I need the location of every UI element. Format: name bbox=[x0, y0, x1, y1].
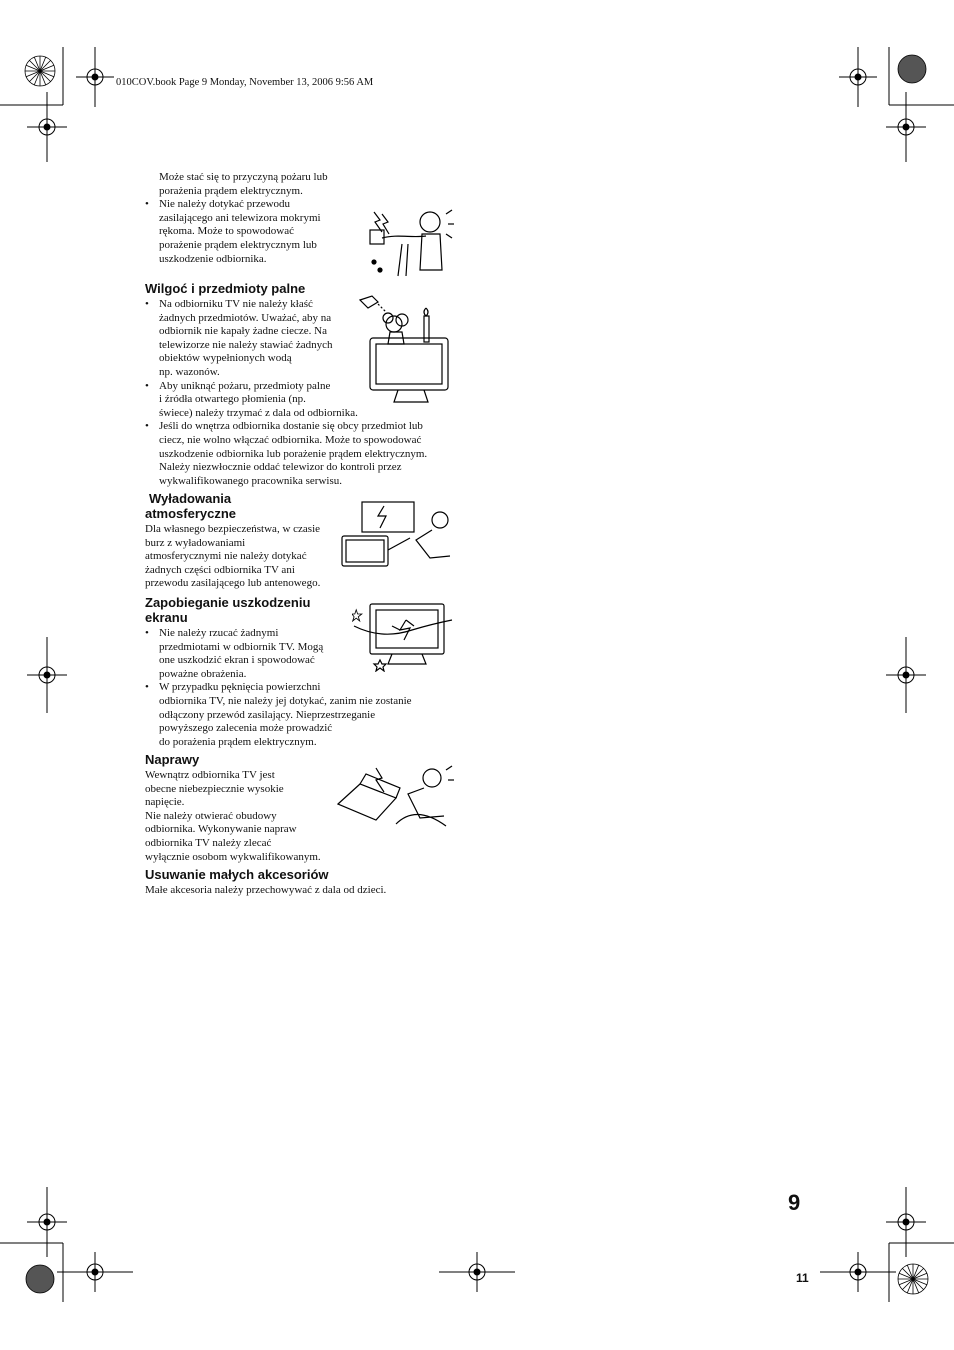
section-text: Małe akcesoria należy przechowywać z dala od dzieci. bbox=[145, 884, 387, 896]
bullet-item: • Na odbiorniku TV nie należy kłaść żadnych przedmiotów. Uważać, aby na odbiornik nie kapały żadne ciecze. Na telewizorze nie należy stawiać żadnych obiektów wypełnionych wodą np. wazonów. bbox=[145, 298, 455, 380]
lightning-storm-illustration bbox=[340, 498, 456, 570]
section-heading: Wyładowania bbox=[149, 491, 232, 506]
section-heading: atmosferyczne bbox=[145, 506, 237, 521]
open-tv-shock-illustration bbox=[336, 764, 456, 828]
section-text: Dla własnego bezpieczeństwa, w czasie burz z wyładowaniami atmosferycznymi nie należy dotykać żadnych części odbiornika TV ani przewodu zasilającego lub antenowego. bbox=[145, 523, 321, 590]
lightning-section bbox=[145, 491, 340, 591]
page-number: 9 bbox=[788, 1190, 801, 1215]
page-sub-number: 11 bbox=[796, 1271, 809, 1285]
section-text: Wewnątrz odbiornika TV jest obecne niebezpiecznie wysokie napięcie. Nie należy otwierać obudowy odbiornika. Wykonywanie napraw odbiornika TV należy zlecać wyłącznie osobom wykwalifikowanym. bbox=[145, 769, 321, 863]
bullet-item: • W przypadku pęknięcia powierzchni odbiornika TV, nie należy jej dotykać, zanim nie zostanie odłączony przewód zasilający. Nieprzestrzeganie powyższego zalecenia może prowadzić do porażenia prądem elektrycznym. bbox=[145, 681, 455, 749]
file-info-header: 010COV.book Page 9 Monday, November 13, 2006 9:56 AM bbox=[116, 77, 374, 88]
section-heading: Naprawy bbox=[145, 752, 200, 767]
section-heading: ekranu bbox=[145, 610, 188, 625]
bullet-item: • Aby uniknąć pożaru, przedmioty palne i źródła otwartego płomienia (np. świece) należy trzymać z dala od odbiornika. bbox=[145, 380, 455, 421]
cracked-screen-illustration bbox=[352, 600, 456, 672]
bullet-item: • Nie należy dotykać przewodu zasilającego ani telewizora mokrymi rękoma. Może to spowodować porażenie prądem elektrycznym lub uszkodzenie odbiornika. bbox=[145, 198, 455, 266]
section-heading: Wilgoć i przedmioty palne bbox=[145, 281, 306, 296]
wet-hands-illustration bbox=[362, 204, 456, 280]
intro-line: Może stać się to przyczyną pożaru lub bbox=[159, 171, 328, 183]
section-heading: Usuwanie małych akcesoriów bbox=[145, 867, 329, 882]
accessories-section bbox=[145, 867, 465, 898]
tv-vase-candle-illustration bbox=[358, 288, 456, 408]
bullet-item: • Nie należy rzucać żadnymi przedmiotami w odbiornik TV. Mogą one uszkodzić ekran i spowodować poważne obrażenia. bbox=[145, 627, 455, 681]
intro-line: porażenia prądem elektrycznym. bbox=[159, 184, 303, 197]
bullet-item: • Jeśli do wnętrza odbiornika dostanie się obcy przedmiot lub ciecz, nie wolno włączać odbiornika. Może to spowodować uszkodzenie odbiornika lub porażenie prądem elektrycznym. Należy niezwłocznie oddać telewizor do kontroli przez wykwalifikowanego pracownika serwisu. bbox=[145, 420, 459, 488]
section-heading: Zapobieganie uszkodzeniu bbox=[145, 595, 311, 610]
